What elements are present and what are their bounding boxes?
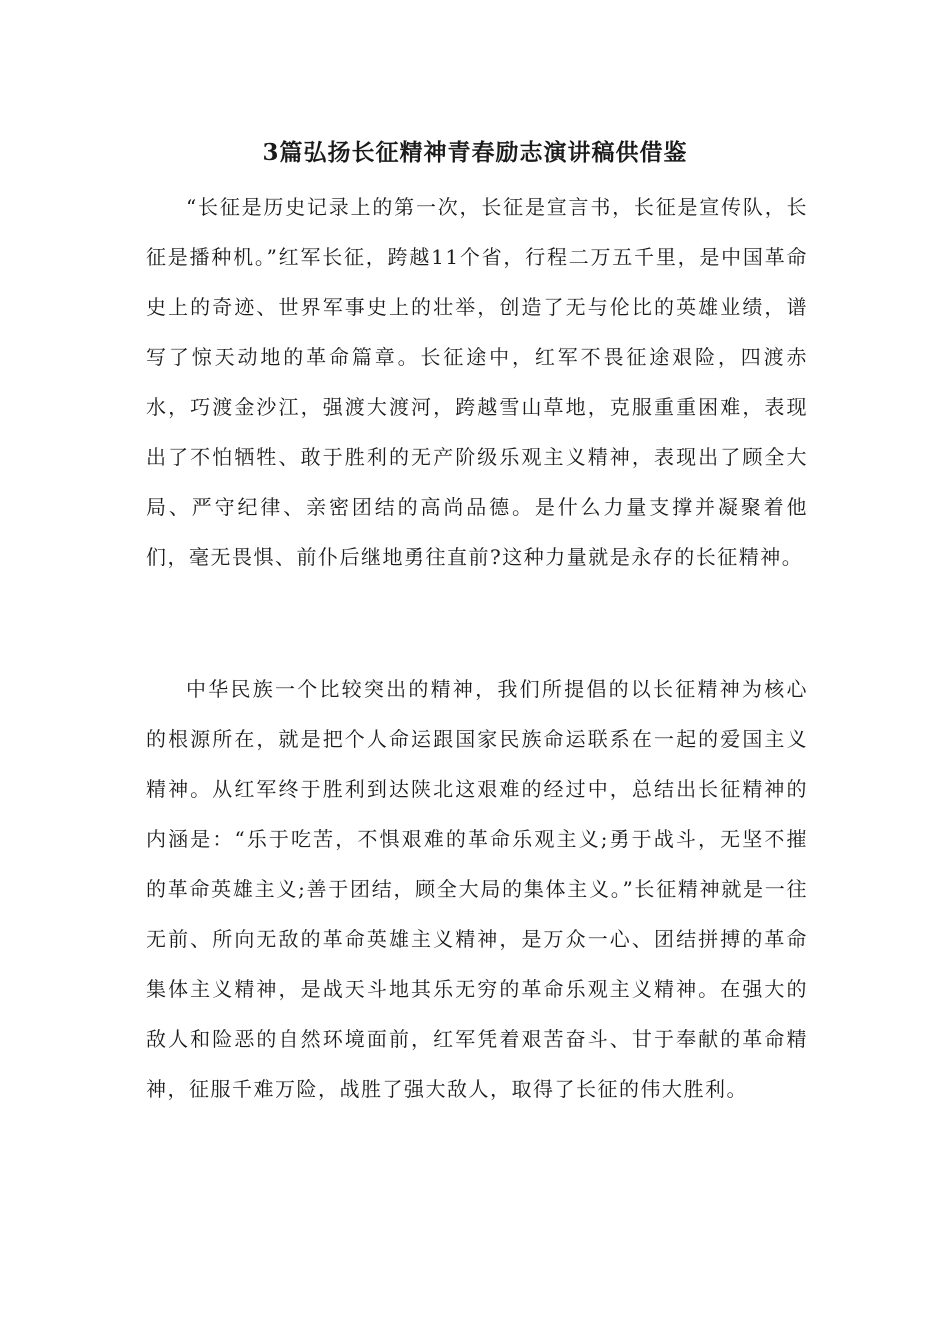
paragraph-2-block	[146, 664, 808, 1114]
document-title: 3篇弘扬长征精神青春励志演讲稿供借鉴	[262, 139, 688, 166]
paragraph-2: 中华民族一个比较突出的精神，我们所提倡的以长征精神为核心的根源所在，就是把个人命运跟国家民族命运联系在一起的爱国主义精神。从红军终于胜利到达陕北这艰难的经过中，总结出长征精神的内涵是：“乐于吃苦，不惧艰难的革命乐观主义;勇于战斗，无坚不摧的革命英雄主义;善于团结，顾全大局的集体主义。”长征精神就是一往无前、所向无敌的革命英雄主义精神，是万众一心、团结拼搏的革命集体主义精神，是战天斗地其乐无穷的革命乐观主义精神。在强大的敌人和险恶的自然环境面前，红军凭着艰苦奋斗、甘于奉献的革命精神，征服千难万险，战胜了强大敌人，取得了长征的伟大胜利。	[146, 677, 808, 1101]
paragraph-1-block	[146, 182, 808, 582]
paragraph-1: “长征是历史记录上的第一次，长征是宣言书，长征是宣传队，长征是播种机。”红军长征，跨越11个省，行程二万五千里，是中国革命史上的奇迹、世界军事史上的壮举，创造了无与伦比的英雄业绩，谱写了惊天动地的革命篇章。长征途中，红军不畏征途艰险，四渡赤水，巧渡金沙江，强渡大渡河，跨越雪山草地，克服重重困难，表现出了不怕牺牲、敢于胜利的无产阶级乐观主义精神，表现出了顾全大局、严守纪律、亲密团结的高尚品德。是什么力量支撑并凝聚着他们，毫无畏惧、前仆后继地勇往直前?这种力量就是永存的长征精神。	[146, 195, 808, 569]
